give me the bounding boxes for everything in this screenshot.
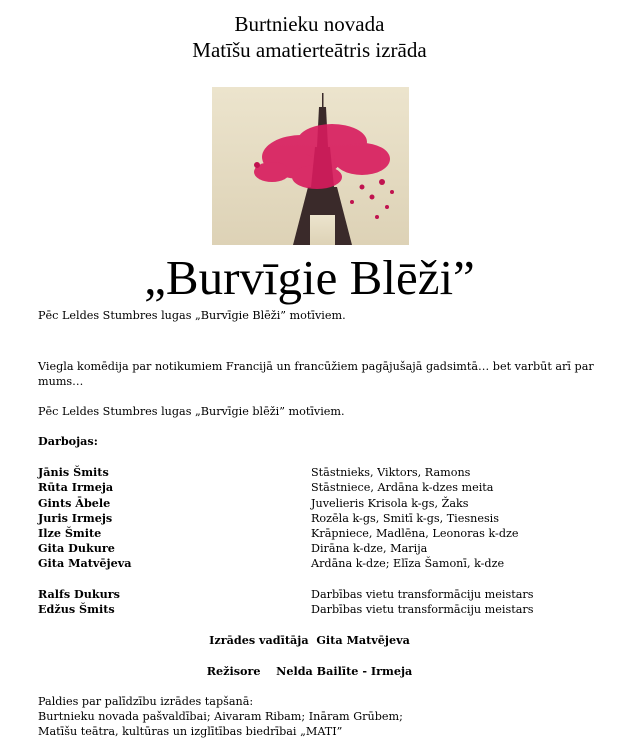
header-line-1: Burtnieku novada <box>234 12 385 36</box>
cast-name: Juris Irmejs <box>38 511 113 525</box>
play-title: „Burvīgie Blēži” <box>144 250 475 305</box>
cast-role: Dirāna k-dze, Marija <box>311 542 428 555</box>
cast-role: Juvelieris Krisola k-gs, Žaks <box>311 497 469 510</box>
thanks-line: Burtnieku novada pašvaldībai; Aivaram Ribam; Ināram Grūbem; <box>38 710 403 723</box>
director-line <box>0 664 619 679</box>
cast-role: Stāstnieks, Viktors, Ramons <box>311 466 471 479</box>
thanks-heading: Paldies par palīdzību izrādes tapšanā: <box>38 695 254 708</box>
crew-name: Ralfs Dukurs <box>38 587 120 601</box>
crew-name: Edžus Šmits <box>38 602 115 616</box>
lead-director-label: Izrādes vadītāja <box>209 633 309 647</box>
lead-director-name: Gita Matvējeva <box>316 633 410 647</box>
header-line-2: Matīšu amatierteātris izrāda <box>192 38 427 62</box>
subtitle: Pēc Leldes Stumbres lugas „Burvīgie Blēži” motīviem. <box>38 309 346 322</box>
cast-name: Jānis Šmits <box>38 465 109 479</box>
description: Viegla komēdija par notikumiem Francijā un francūžiem pagājušajā gadsimtā… bet varbūt arī par mums… <box>38 360 594 388</box>
cast-name: Ilze Šmite <box>38 526 102 540</box>
cast-heading: Darbojas: <box>38 434 98 448</box>
cast-role: Ardāna k-dze; Elīza Šamonī, k-dze <box>311 557 505 570</box>
cast-role: Krāpniece, Madlēna, Leonoras k-dze <box>311 527 519 540</box>
cast-name: Gita Dukure <box>38 541 115 555</box>
director-name: Nelda Bailīte - Irmeja <box>276 664 413 678</box>
eiffel-balloons-image <box>212 87 409 245</box>
cast-role: Rozēla k-gs, Smitī k-gs, Tiesnesis <box>311 512 500 525</box>
cast-name: Rūta Irmeja <box>38 480 114 494</box>
thanks-line: Matīšu teātra, kultūras un izglītības biedrībai „MATI” <box>38 725 343 738</box>
lead-director-line <box>0 633 619 648</box>
crew-role: Darbības vietu transformāciju meistars <box>311 603 534 616</box>
subtitle-repeat: Pēc Leldes Stumbres lugas „Burvīgie blēži” motīviem. <box>38 405 345 418</box>
director-label: Režisore <box>206 664 261 678</box>
cast-name: Gints Ābele <box>38 496 111 510</box>
crew-role: Darbības vietu transformāciju meistars <box>311 588 534 601</box>
cast-name: Gita Matvējeva <box>38 556 132 570</box>
cast-role: Stāstniece, Ardāna k-dzes meita <box>311 481 494 494</box>
